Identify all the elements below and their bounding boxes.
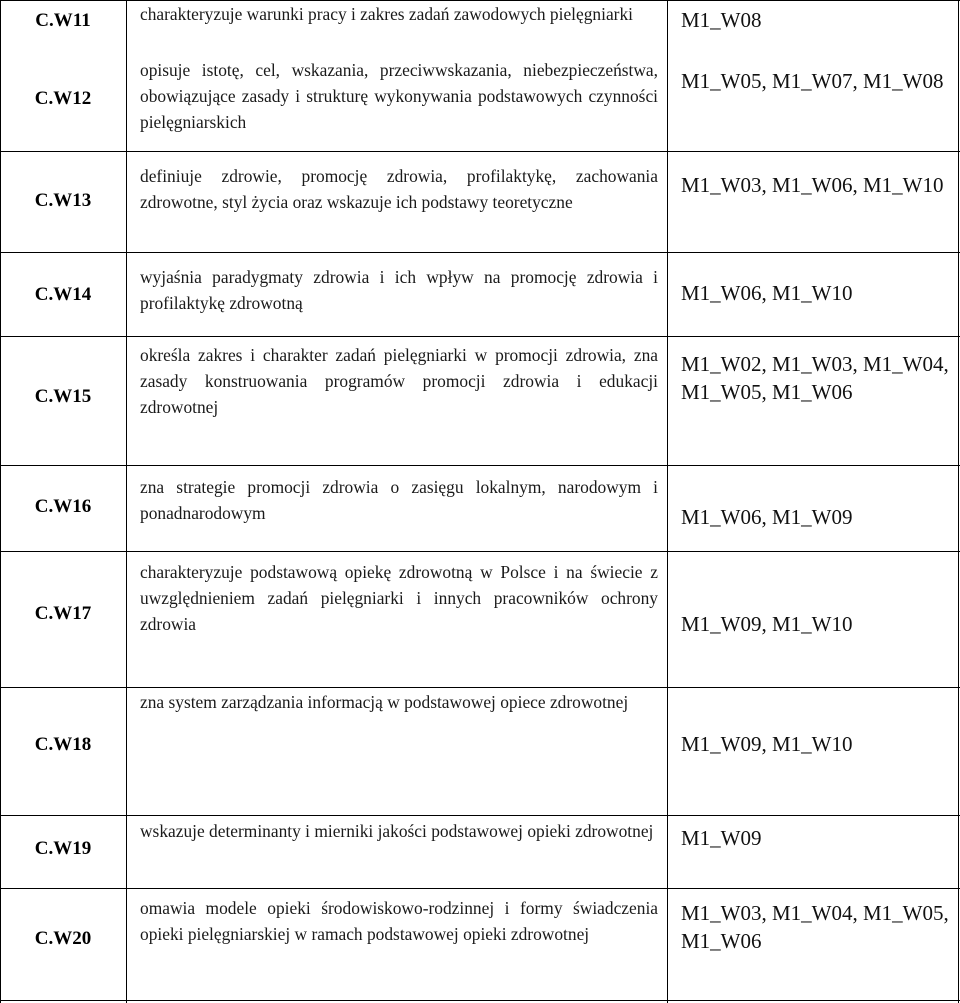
outcome-references: M1_W09, M1_W10 <box>681 612 853 636</box>
outcome-description: wskazuje determinanty i mierniki jakości podstawowej opieki zdrowotnej <box>140 821 654 841</box>
row-border <box>0 815 960 816</box>
outcome-code: C.W13 <box>34 190 92 211</box>
row-border <box>0 336 960 337</box>
row-border <box>0 465 960 466</box>
outcome-references: M1_W06, M1_W09 <box>681 505 853 529</box>
outcome-code: C.W17 <box>34 603 92 624</box>
outcome-description: charakteryzuje podstawową opiekę zdrowotną w Polsce i na świecie z uwzględnieniem zadań pielęgniarki i innych pracowników ochrony zdrowia <box>140 562 658 634</box>
outcome-code: C.W16 <box>34 496 92 517</box>
row-border <box>0 252 960 253</box>
row-border <box>0 151 960 152</box>
outcome-references: M1_W06, M1_W10 <box>681 281 853 305</box>
outcome-code: C.W18 <box>34 734 92 755</box>
outcome-description: zna system zarządzania informacją w podstawowej opiece zdrowotnej <box>140 692 629 712</box>
outcome-references: M1_W05, M1_W07, M1_W08 <box>681 69 944 93</box>
row-border <box>0 888 960 889</box>
outcome-code: C.W19 <box>34 838 92 859</box>
outcome-description: opisuje istotę, cel, wskazania, przeciwwskazania, niebezpieczeństwa, obowiązujące zasady i strukturę wykonywania podstawowych czynności pielęgniarskich <box>140 60 658 132</box>
row-border-bottom <box>0 1000 960 1001</box>
row-border <box>0 687 960 688</box>
outcome-references: M1_W09, M1_W10 <box>681 732 853 756</box>
outcome-description: wyjaśnia paradygmaty zdrowia i ich wpływ na promocję zdrowia i profilaktykę zdrowotną <box>140 267 658 313</box>
outcome-references: M1_W08 <box>681 8 762 32</box>
outcome-description: określa zakres i charakter zadań pielęgniarki w promocji zdrowia, zna zasady konstruowania programów promocji zdrowia i edukacji zdrowotnej <box>140 345 658 417</box>
outcome-description: zna strategie promocji zdrowia o zasięgu lokalnym, narodowym i ponadnarodowym <box>140 477 658 523</box>
outcome-code: C.W20 <box>34 928 92 949</box>
outcome-references: M1_W02, M1_W03, M1_W04, M1_W05, M1_W06 <box>681 352 949 404</box>
outcome-code: C.W14 <box>34 284 92 305</box>
outcome-description: definiuje zdrowie, promocję zdrowia, profilaktykę, zachowania zdrowotne, styl życia oraz wskazuje ich podstawy teoretyczne <box>140 166 658 212</box>
outcome-code: C.W15 <box>34 386 92 407</box>
outcome-description: charakteryzuje warunki pracy i zakres zadań zawodowych pielęgniarki <box>140 4 633 24</box>
outcome-references: M1_W09 <box>681 826 762 850</box>
row-border <box>0 551 960 552</box>
outcome-description: omawia modele opieki środowiskowo-rodzinnej i formy świadczenia opieki pielęgniarskiej w ramach podstawowej opieki zdrowotnej <box>140 898 658 944</box>
outcome-code: C.W11 <box>35 10 91 31</box>
outcome-references: M1_W03, M1_W06, M1_W10 <box>681 173 944 197</box>
outcome-references: M1_W03, M1_W04, M1_W05, M1_W06 <box>681 901 949 953</box>
outcome-code: C.W12 <box>34 88 92 109</box>
